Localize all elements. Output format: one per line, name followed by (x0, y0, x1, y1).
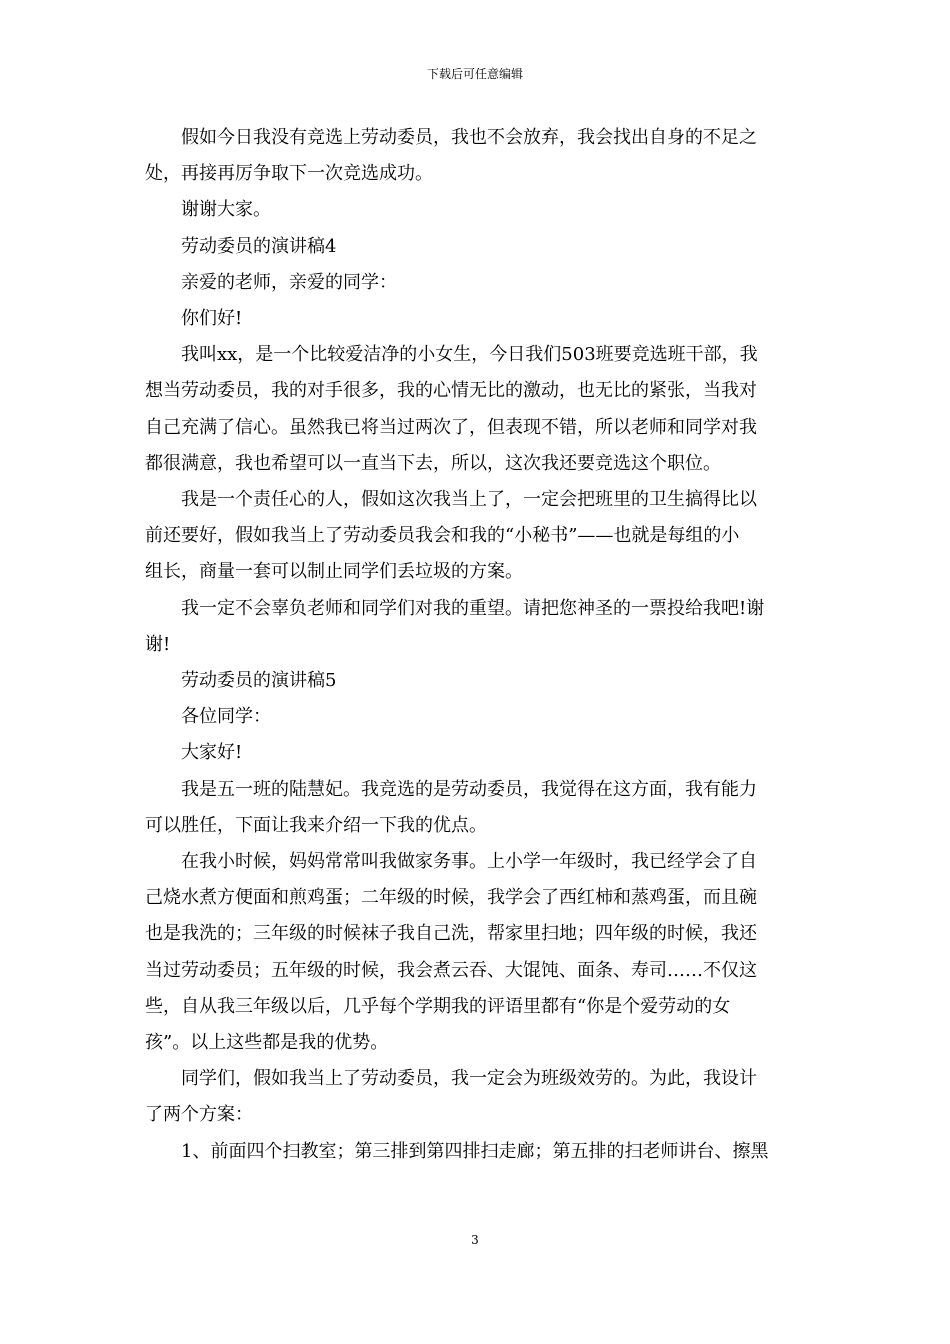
paragraph (145, 663, 810, 699)
paragraph-line: 你们好! (181, 308, 243, 330)
paragraph-line: 各位同学： (181, 706, 271, 728)
paragraph-line: 前还要好，假如我当上了劳动委员我会和我的“小秘书”——也就是每组的小 (145, 525, 740, 547)
paragraph-line: 我是一个责任心的人，假如这次我当上了，一定会把班里的卫生搞得比以 (181, 489, 757, 511)
paragraph-line: 己烧水煮方便面和煎鸡蛋；二年级的时候，我学会了西红柿和蒸鸡蛋，而且碗 (145, 887, 757, 909)
paragraph-line: 了两个方案： (145, 1104, 253, 1126)
paragraph-line: 我一定不会辜负老师和同学们对我的重望。请把您神圣的一票投给我吧!谢 (181, 597, 765, 619)
paragraph (145, 265, 810, 301)
paragraph-line: 都很满意，我也希望可以一直当下去，所以，这次我还要竞选这个职位。 (145, 452, 721, 474)
paragraph (145, 337, 810, 482)
paragraph-line: 在我小时候，妈妈常常叫我做家务事。上小学一年级时，我已经学会了自 (181, 851, 757, 873)
paragraph-line: 组长，商量一套可以制止同学们丢垃圾的方案。 (145, 561, 523, 583)
paragraph (145, 229, 810, 265)
paragraph-line: 假如今日我没有竞选上劳动委员，我也不会放弃，我会找出自身的不足之 (181, 127, 757, 148)
paragraph-line: 我是五一班的陆慧妃。我竞选的是劳动委员，我觉得在这方面，我有能力 (181, 778, 757, 800)
paragraph-line: 劳动委员的演讲稿4 (181, 235, 337, 257)
paragraph-line: 谢谢大家。 (181, 199, 271, 221)
paragraph-line: 孩”。以上这些都是我的优势。 (145, 1032, 389, 1054)
paragraph-line: 也是我洗的；三年级的时候袜子我自己洗，帮家里扫地；四年级的时候，我还 (145, 923, 757, 945)
paragraph (145, 735, 810, 771)
paragraph-line: 可以胜任，下面让我来介绍一下我的优点。 (145, 814, 487, 836)
paragraph (145, 120, 810, 192)
paragraph-line: 想当劳动委员，我的对手很多，我的心情无比的激动，也无比的紧张，当我对 (145, 380, 757, 402)
paragraph-line: 劳动委员的演讲稿5 (181, 670, 337, 692)
paragraph (145, 844, 810, 1061)
paragraph (145, 772, 810, 844)
page-header: 下载后可任意编辑 (426, 67, 523, 81)
paragraph-line: 大家好! (181, 742, 243, 764)
paragraph-line: 谢! (145, 633, 171, 655)
paragraph (145, 482, 810, 591)
page-number: 3 (471, 1233, 479, 1247)
paragraph-line: 处，再接再厉争取下一次竞选成功。 (145, 163, 433, 185)
paragraph-line: 亲爱的老师，亲爱的同学： (181, 271, 397, 293)
paragraph (145, 699, 810, 735)
paragraph-line: 同学们，假如我当上了劳动委员，我一定会为班级效劳的。为此，我设计 (181, 1068, 757, 1090)
document-body (145, 120, 810, 1170)
paragraph-line: 我叫xx，是一个比较爱洁净的小女生，今日我们503班要竞选班干部，我 (181, 344, 758, 366)
paragraph-line: 当过劳动委员；五年级的时候，我会煮云吞、大馄饨、面条、寿司……不仅这 (145, 959, 757, 981)
paragraph-line: 些，自从我三年级以后，几乎每个学期我的评语里都有“你是个爱劳动的女 (145, 995, 731, 1017)
paragraph (145, 591, 810, 663)
paragraph (145, 192, 810, 228)
paragraph (145, 301, 810, 337)
paragraph (145, 1134, 810, 1170)
paragraph-line: 自己充满了信心。虽然我已将当过两次了，但表现不错，所以老师和同学对我 (145, 416, 757, 438)
paragraph (145, 1061, 810, 1133)
paragraph-line: 1、前面四个扫教室；第三排到第四排扫走廊；第五排的扫老师讲台、擦黑 (181, 1140, 769, 1162)
